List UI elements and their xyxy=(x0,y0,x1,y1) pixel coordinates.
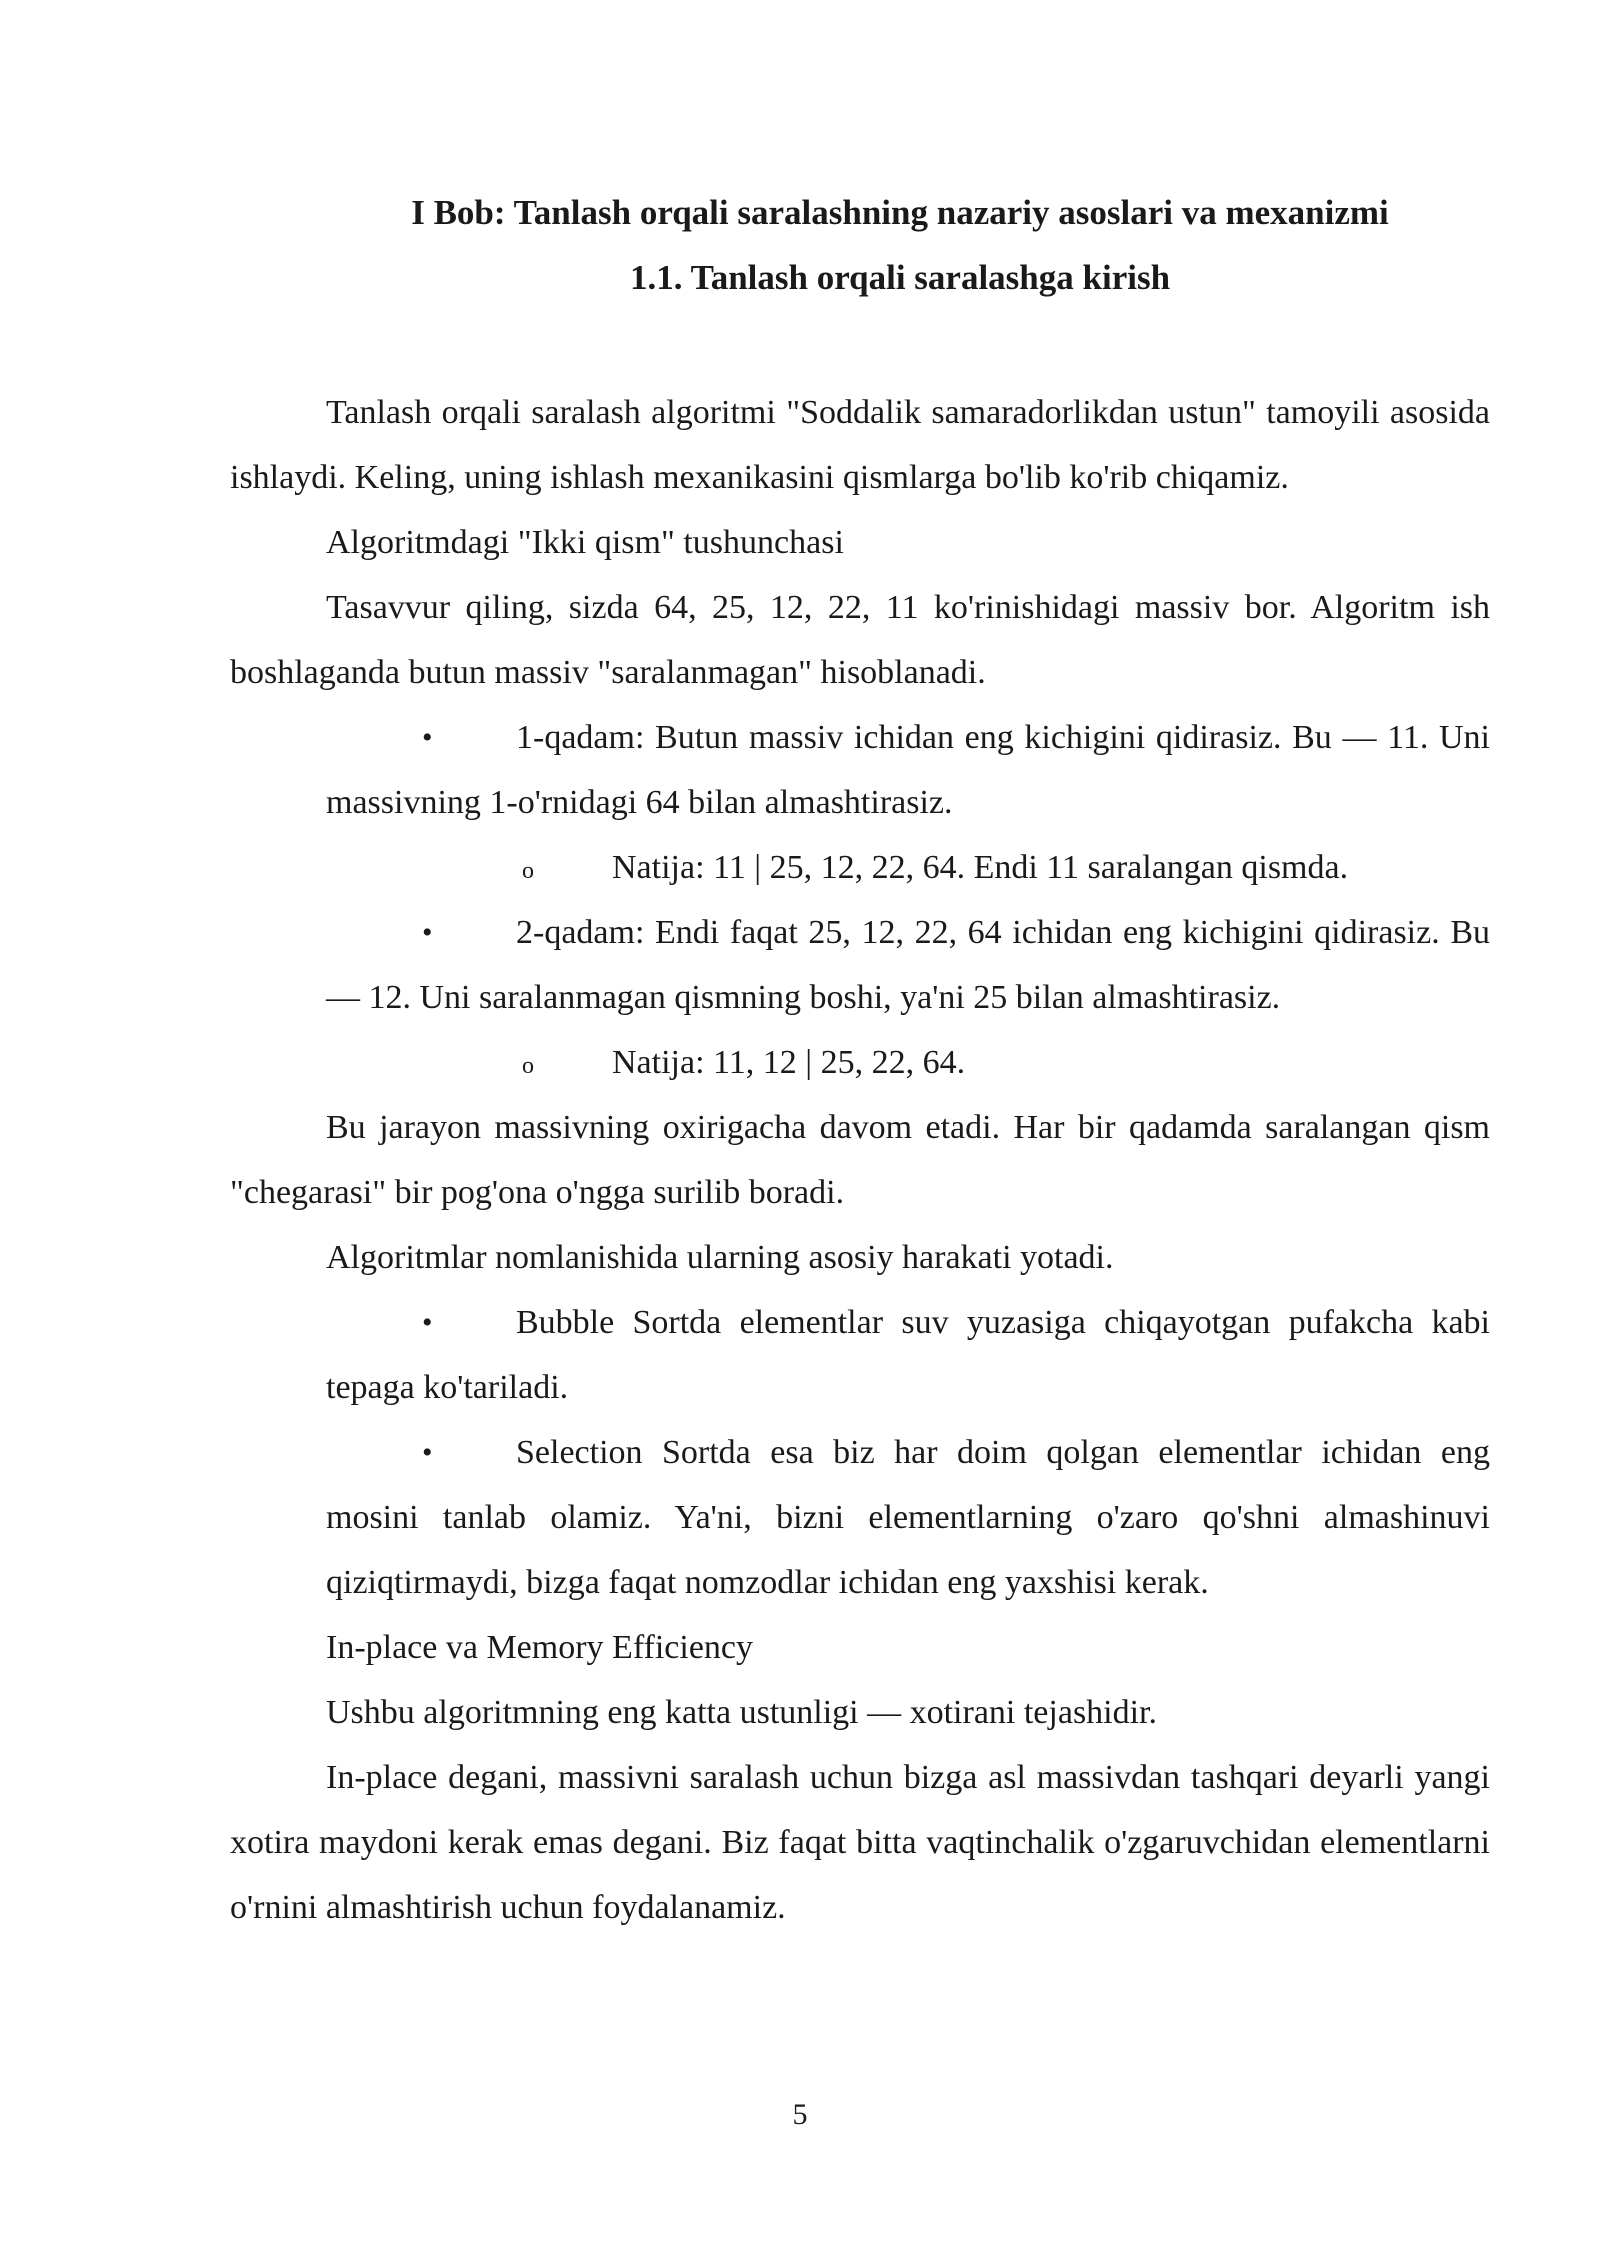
list-item-text: 1-qadam: Butun massiv ichidan eng kichigini qidirasiz. Bu — 11. Uni massivning 1-o'rnidagi 64 bilan almashtirasiz. xyxy=(326,719,1490,821)
sub-bullet-marker: o xyxy=(522,1053,534,1079)
sub-bullet-marker: o xyxy=(522,858,534,884)
sub-item-text: Natija: 11 | 25, 12, 22, 64. Endi 11 saralangan qismda. xyxy=(612,849,1349,886)
paragraph-in-place-title: In-place va Memory Efficiency xyxy=(326,1629,754,1666)
sub-item-result-2 xyxy=(230,1030,1490,1095)
bullet-marker: • xyxy=(422,1436,433,1469)
paragraph-two-parts-title: Algoritmdagi "Ikki qism" tushunchasi xyxy=(326,524,844,561)
bullet-marker: • xyxy=(422,916,433,949)
list-item-text: Bubble Sortda elementlar suv yuzasiga chiqayotgan pufakcha kabi tepaga ko'tariladi. xyxy=(326,1304,1490,1406)
paragraph-naming: Algoritmlar nomlanishida ularning asosiy harakati yotadi. xyxy=(326,1239,1114,1276)
paragraph-advantage: Ushbu algoritmning eng katta ustunligi — xotirani tejashidir. xyxy=(326,1694,1158,1731)
list-item-text: 2-qadam: Endi faqat 25, 12, 22, 64 ichidan eng kichigini qidirasiz. Bu — 12. Uni saralanmagan qismning boshi, ya'ni 25 bilan almashtirasiz. xyxy=(326,914,1490,1016)
list-item-text: Selection Sortda esa biz har doim qolgan elementlar ichidan eng mosini tanlab olamiz. Ya'ni, bizni elementlarning o'zaro qo'shni almashinuvi qiziqtirmaydi, bizga faqat nomzodlar ichidan eng yaxshisi kerak. xyxy=(326,1434,1490,1601)
list-item-bubble-sort xyxy=(230,1290,1490,1420)
paragraph-process: Bu jarayon massivning oxirigacha davom etadi. Har bir qadamda saralangan qism "chegarasi" bir pog'ona o'ngga surilib boradi. xyxy=(230,1109,1490,1211)
paragraph-in-place-explanation: In-place degani, massivni saralash uchun bizga asl massivdan tashqari deyarli yangi xotira maydoni kerak emas degani. Biz faqat bitta vaqtinchalik o'zgaruvchidan elementlarni o'rnini almashtirish uchun foydalanamiz. xyxy=(230,1759,1490,1926)
bullet-marker: • xyxy=(422,1306,433,1339)
list-item-step-2 xyxy=(230,900,1490,1030)
paragraph-intro: Tanlash orqali saralash algoritmi "Soddalik samaradorlikdan ustun" tamoyili asosida ishlaydi. Keling, uning ishlash mexanikasini qismlarga bo'lib ko'rib chiqamiz. xyxy=(230,394,1490,496)
bullet-marker: • xyxy=(422,721,433,754)
section-heading: 1.1. Tanlash orqali saralashga kirish xyxy=(629,258,1171,297)
sub-item-text: Natija: 11, 12 | 25, 22, 64. xyxy=(612,1044,966,1081)
list-item-step-1 xyxy=(230,705,1490,835)
page-number: 5 xyxy=(792,2098,808,2131)
sub-item-result-1 xyxy=(230,835,1490,900)
body-text xyxy=(230,380,1490,1940)
chapter-heading: I Bob: Tanlash orqali saralashning nazariy asoslari va mexanizmi xyxy=(411,193,1389,232)
paragraph-array-example: Tasavvur qiling, sizda 64, 25, 12, 22, 11 ko'rinishidagi massiv bor. Algoritm ish boshlaganda butun massiv "saralanmagan" hisoblanadi. xyxy=(230,589,1490,691)
list-item-selection-sort xyxy=(230,1420,1490,1615)
